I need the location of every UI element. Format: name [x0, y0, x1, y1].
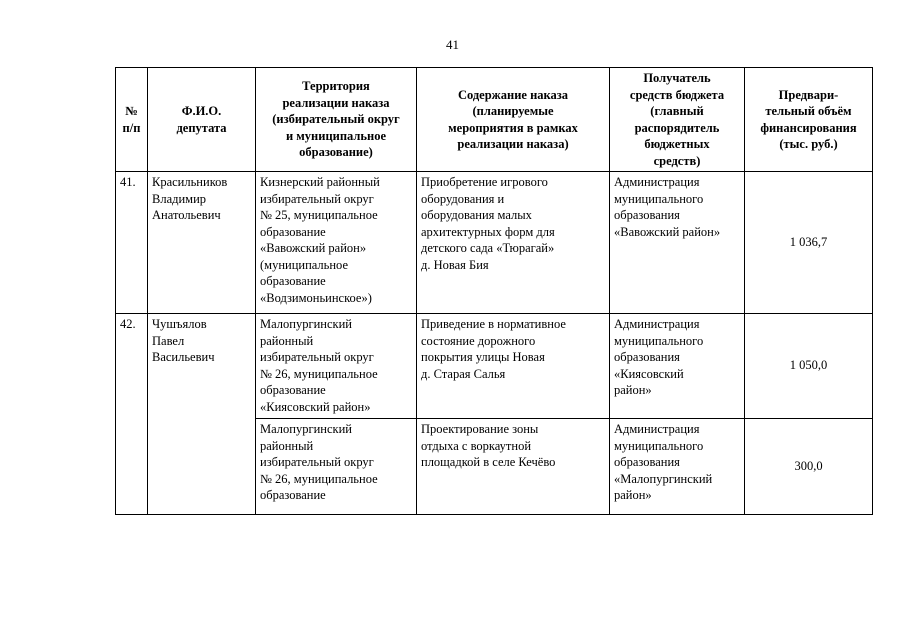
budget-recipient: Администрация муниципального образования «Малопургинский район»	[610, 419, 745, 515]
order-content: Приведение в нормативное состояние дорожного покрытия улицы Новая д. Старая Салья	[417, 314, 610, 419]
header-amount: Предвари- тельный объём финансирования (тыс. руб.)	[745, 68, 873, 172]
page-number: 41	[446, 37, 459, 52]
order-content: Приобретение игрового оборудования и оборудования малых архитектурных форм для детского сада «Тюрагай» д. Новая Бия	[417, 172, 610, 314]
table-row	[116, 314, 873, 419]
header-number: № п/п	[116, 68, 148, 172]
header-deputy: Ф.И.О. депутата	[148, 68, 256, 172]
territory: Кизнерский районный избирательный округ № 25, муниципальное образование «Вавожский район» (муниципальное образование «Водзимоньинское»)	[256, 172, 417, 314]
deputy-name: Красильников Владимир Анатольевич	[148, 172, 256, 314]
table-row	[116, 172, 873, 314]
funding-amount: 1 036,7	[745, 172, 873, 314]
row-number: 42.	[116, 314, 148, 515]
deputy-name: Чушъялов Павел Васильевич	[148, 314, 256, 515]
order-content: Проектирование зоны отдыха с воркаутной площадкой в селе Кечёво	[417, 419, 610, 515]
budget-recipient: Администрация муниципального образования «Киясовский район»	[610, 314, 745, 419]
territory: Малопургинский районный избирательный округ № 26, муниципальное образование	[256, 419, 417, 515]
territory: Малопургинский районный избирательный округ № 26, муниципальное образование «Киясовский район»	[256, 314, 417, 419]
header-territory: Территория реализации наказа (избирательный округ и муниципальное образование)	[256, 68, 417, 172]
funding-amount: 300,0	[745, 419, 873, 515]
header-content: Содержание наказа (планируемые мероприятия в рамках реализации наказа)	[417, 68, 610, 172]
row-number: 41.	[116, 172, 148, 314]
orders-table	[115, 67, 873, 515]
budget-recipient: Администрация муниципального образования «Вавожский район»	[610, 172, 745, 314]
header-recipient: Получатель средств бюджета (главный распорядитель бюджетных средств)	[610, 68, 745, 172]
table-header-row	[116, 68, 873, 172]
funding-amount: 1 050,0	[745, 314, 873, 419]
